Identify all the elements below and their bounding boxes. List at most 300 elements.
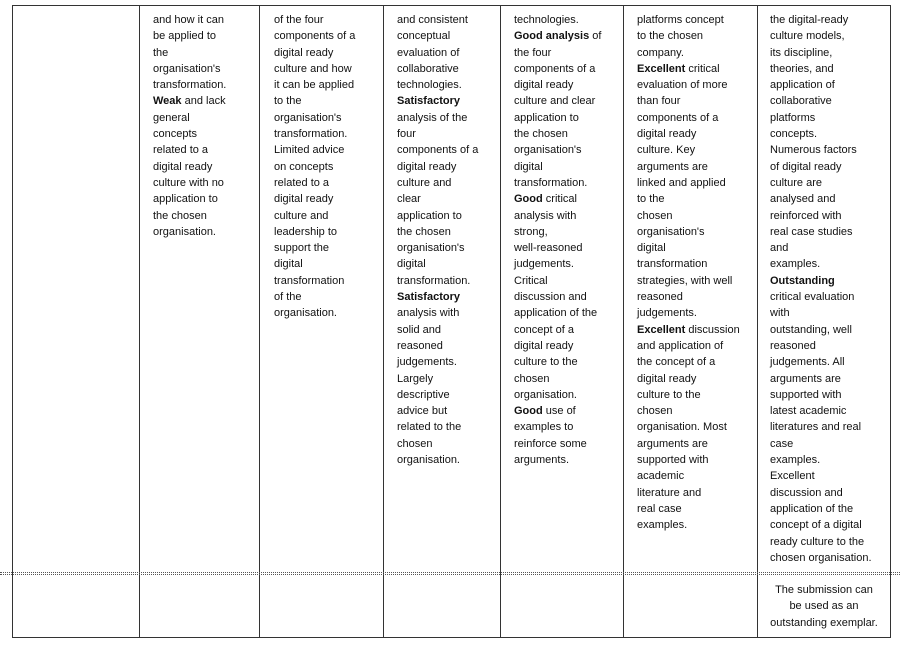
- descriptor-line: [153, 77, 257, 93]
- table-border-left: [12, 5, 13, 638]
- descriptor-line: [770, 517, 889, 533]
- descriptor-line: [397, 354, 499, 370]
- descriptor-text: components of a: [274, 30, 356, 43]
- descriptor-text: reasoned: [397, 339, 443, 352]
- descriptor-line: [397, 273, 499, 289]
- descriptor-text: culture models,: [770, 30, 845, 43]
- descriptor-line: [637, 175, 755, 191]
- descriptor-line: [274, 273, 382, 289]
- descriptor-line: [514, 191, 622, 207]
- descriptor-line: [770, 45, 889, 61]
- descriptor-line: [637, 485, 755, 501]
- descriptor-text: culture to the: [637, 388, 701, 401]
- descriptor-text: application to: [397, 209, 462, 222]
- descriptor-line: [770, 436, 889, 452]
- descriptor-line: [770, 550, 889, 566]
- descriptor-text: transformation.: [514, 176, 588, 189]
- descriptor-line: [770, 61, 889, 77]
- descriptor-text: examples.: [770, 258, 821, 271]
- descriptor-line: [770, 338, 889, 354]
- descriptor-line: [397, 191, 499, 207]
- descriptor-text: discussion and: [514, 291, 587, 304]
- descriptor-text: of the four: [274, 14, 324, 26]
- descriptor-text: arguments are: [770, 372, 841, 385]
- descriptor-line: [274, 256, 382, 272]
- descriptor-text: concept of a digital: [770, 519, 862, 532]
- descriptor-text: reinforced with: [770, 209, 842, 222]
- descriptor-text: Largely: [397, 372, 434, 385]
- descriptor-line: [514, 77, 622, 93]
- descriptor-line: [397, 45, 499, 61]
- descriptor-text: reasoned: [770, 339, 816, 352]
- descriptor-text: platforms concept: [637, 14, 724, 26]
- descriptor-text: latest academic: [770, 405, 847, 418]
- descriptor-line: [153, 142, 257, 158]
- descriptor-text: case: [770, 437, 794, 450]
- descriptor-text: analysed and: [770, 193, 836, 206]
- descriptor-text: organisation.: [514, 388, 577, 401]
- descriptor-text: it can be applied: [274, 79, 355, 92]
- descriptor-line: [397, 322, 499, 338]
- descriptor-line: [514, 240, 622, 256]
- descriptor-text: examples.: [637, 519, 688, 532]
- descriptor-line: [514, 159, 622, 175]
- descriptor-text: transformation.: [397, 274, 471, 287]
- descriptor-line: [637, 191, 755, 207]
- descriptor-text: to the: [274, 95, 302, 108]
- descriptor-text: organisation.: [274, 307, 337, 320]
- descriptor-line: [770, 289, 889, 305]
- descriptor-line: [153, 28, 257, 44]
- descriptor-text: strategies, with well: [637, 274, 733, 287]
- descriptor-line: [637, 468, 755, 484]
- descriptor-line: [153, 93, 257, 109]
- descriptor-line: [770, 534, 889, 550]
- descriptor-text: digital ready: [637, 128, 697, 141]
- descriptor-text: digital ready: [153, 160, 213, 173]
- descriptor-text: collaborative: [770, 95, 832, 108]
- footer-note-line: be used as an: [789, 600, 859, 613]
- descriptor-text: examples to: [514, 421, 574, 434]
- descriptor-text: platforms: [770, 111, 816, 124]
- descriptor-text: the digital-ready: [770, 14, 849, 26]
- descriptor-line: [514, 452, 622, 468]
- descriptor-text: the: [153, 46, 169, 59]
- descriptor-text: support the: [274, 242, 330, 255]
- descriptor-line: [274, 28, 382, 44]
- descriptor-line: [637, 159, 755, 175]
- descriptor-line: [153, 45, 257, 61]
- descriptor-line: [274, 110, 382, 126]
- descriptor-line: [514, 403, 622, 419]
- descriptor-text: chosen: [637, 405, 673, 418]
- descriptor-line: [637, 403, 755, 419]
- descriptor-text: strong,: [514, 225, 548, 238]
- descriptor-line: [770, 354, 889, 370]
- descriptor-text: digital ready: [397, 160, 457, 173]
- descriptor-text: organisation. Most: [637, 421, 727, 434]
- descriptor-cell-merit: [397, 12, 499, 468]
- descriptor-line: [274, 45, 382, 61]
- descriptor-text: concepts: [153, 128, 198, 141]
- descriptor-text: culture and clear: [514, 95, 596, 108]
- descriptor-line: [637, 77, 755, 93]
- descriptor-text: discussion and: [770, 486, 843, 499]
- descriptor-text: organisation.: [397, 454, 460, 467]
- column-divider: [623, 5, 624, 638]
- descriptor-line: [514, 224, 622, 240]
- descriptor-text: collaborative: [397, 62, 459, 75]
- descriptor-text: digital ready: [274, 193, 334, 206]
- descriptor-line: [637, 289, 755, 305]
- descriptor-emphasis: Satisfactory: [397, 291, 460, 304]
- descriptor-text: the chosen: [153, 209, 207, 222]
- descriptor-text: evaluation of more: [637, 79, 728, 92]
- descriptor-line: [514, 28, 622, 44]
- descriptor-text: culture are: [770, 176, 822, 189]
- table-border-top: [12, 5, 891, 6]
- descriptor-cell-high-distinction: [637, 12, 755, 534]
- descriptor-text: literatures and real: [770, 421, 862, 434]
- descriptor-emphasis: Weak: [153, 95, 182, 108]
- descriptor-line: [770, 12, 889, 28]
- descriptor-line: [274, 191, 382, 207]
- descriptor-text: Numerous factors: [770, 144, 857, 157]
- descriptor-line: [770, 142, 889, 158]
- descriptor-text: judgements.: [637, 307, 697, 320]
- descriptor-text: and consistent: [397, 14, 468, 26]
- descriptor-text: application of: [770, 79, 835, 92]
- descriptor-text: reinforce some: [514, 437, 587, 450]
- descriptor-line: [397, 436, 499, 452]
- descriptor-line: [770, 110, 889, 126]
- descriptor-text: application of the: [770, 502, 854, 515]
- descriptor-line: [637, 354, 755, 370]
- descriptor-text: application of the: [514, 307, 598, 320]
- descriptor-text: organisation's: [397, 242, 465, 255]
- descriptor-text: culture. Key: [637, 144, 696, 157]
- descriptor-emphasis: Good: [514, 193, 543, 206]
- descriptor-line: [397, 93, 499, 109]
- descriptor-text: transformation.: [274, 128, 348, 141]
- descriptor-line: [770, 468, 889, 484]
- descriptor-text: examples.: [770, 454, 821, 467]
- descriptor-text: organisation's: [514, 144, 582, 157]
- descriptor-text: transformation: [274, 274, 345, 287]
- descriptor-line: [397, 403, 499, 419]
- footer-note-line: The submission can: [775, 584, 873, 596]
- descriptor-text: its discipline,: [770, 46, 833, 59]
- descriptor-text: of: [589, 30, 602, 43]
- descriptor-text: to the: [637, 193, 665, 206]
- descriptor-line: [274, 77, 382, 93]
- descriptor-emphasis: Good: [514, 405, 543, 418]
- descriptor-line: [637, 387, 755, 403]
- descriptor-line: [770, 322, 889, 338]
- descriptor-line: [153, 110, 257, 126]
- descriptor-line: [770, 126, 889, 142]
- descriptor-line: [153, 61, 257, 77]
- footer-cell-outstanding: [760, 582, 888, 631]
- descriptor-line: [153, 175, 257, 191]
- descriptor-line: [637, 305, 755, 321]
- descriptor-line: [637, 45, 755, 61]
- descriptor-text: related to the: [397, 421, 462, 434]
- descriptor-text: digital ready: [274, 46, 334, 59]
- descriptor-line: [770, 305, 889, 321]
- descriptor-line: [153, 191, 257, 207]
- descriptor-line: [770, 93, 889, 109]
- descriptor-line: [397, 419, 499, 435]
- descriptor-line: [274, 289, 382, 305]
- descriptor-text: application to: [153, 193, 218, 206]
- descriptor-text: academic: [637, 470, 685, 483]
- descriptor-line: [637, 338, 755, 354]
- descriptor-text: the chosen: [514, 128, 568, 141]
- footer-note-line: outstanding exemplar.: [770, 616, 878, 629]
- descriptor-line: [770, 208, 889, 224]
- descriptor-line: [514, 387, 622, 403]
- descriptor-line: [274, 93, 382, 109]
- descriptor-text: of the: [274, 291, 302, 304]
- descriptor-cell-outstanding: [770, 12, 889, 566]
- descriptor-text: digital ready: [514, 79, 574, 92]
- descriptor-line: [514, 256, 622, 272]
- descriptor-text: digital: [514, 160, 543, 173]
- descriptor-text: culture to the: [514, 356, 578, 369]
- descriptor-text: company.: [637, 46, 684, 59]
- descriptor-line: [637, 28, 755, 44]
- descriptor-line: [770, 419, 889, 435]
- descriptor-text: arguments are: [637, 437, 708, 450]
- descriptor-line: [514, 93, 622, 109]
- descriptor-text: and application of: [637, 339, 724, 352]
- descriptor-line: [514, 175, 622, 191]
- descriptor-line: [514, 371, 622, 387]
- descriptor-line: [514, 273, 622, 289]
- descriptor-line: [637, 224, 755, 240]
- descriptor-line: [514, 354, 622, 370]
- descriptor-text: digital: [397, 258, 426, 271]
- column-divider: [139, 5, 140, 638]
- descriptor-line: [637, 371, 755, 387]
- descriptor-line: [397, 12, 499, 28]
- descriptor-text: conceptual: [397, 30, 451, 43]
- descriptor-line: [397, 256, 499, 272]
- descriptor-text: chosen organisation.: [770, 551, 872, 564]
- descriptor-line: [274, 240, 382, 256]
- descriptor-line: [637, 93, 755, 109]
- descriptor-line: [637, 322, 755, 338]
- descriptor-text: transformation.: [153, 79, 227, 92]
- descriptor-line: [274, 159, 382, 175]
- descriptor-line: [153, 12, 257, 28]
- descriptor-line: [637, 501, 755, 517]
- descriptor-line: [397, 77, 499, 93]
- descriptor-line: [637, 273, 755, 289]
- descriptor-text: arguments.: [514, 454, 570, 467]
- descriptor-text: supported with: [770, 388, 842, 401]
- descriptor-line: [637, 110, 755, 126]
- descriptor-line: [770, 256, 889, 272]
- descriptor-text: application to: [514, 111, 579, 124]
- descriptor-line: [514, 142, 622, 158]
- descriptor-cell-fail: [153, 12, 257, 240]
- descriptor-line: [397, 28, 499, 44]
- descriptor-text: critical: [542, 193, 577, 206]
- descriptor-text: critical: [685, 62, 720, 75]
- descriptor-text: be applied to: [153, 30, 216, 43]
- descriptor-text: the chosen: [397, 225, 451, 238]
- descriptor-text: discussion: [685, 323, 740, 336]
- descriptor-line: [397, 110, 499, 126]
- descriptor-line: [514, 338, 622, 354]
- descriptor-text: culture and how: [274, 62, 352, 75]
- descriptor-text: technologies.: [514, 14, 579, 26]
- descriptor-line: [274, 305, 382, 321]
- descriptor-line: [637, 452, 755, 468]
- descriptor-line: [514, 12, 622, 28]
- descriptor-text: components of a: [397, 144, 479, 157]
- descriptor-line: [770, 159, 889, 175]
- descriptor-line: [637, 419, 755, 435]
- descriptor-text: use of: [542, 405, 576, 418]
- descriptor-cell-pass: [274, 12, 382, 322]
- descriptor-text: chosen: [637, 209, 673, 222]
- descriptor-line: [274, 208, 382, 224]
- column-divider: [259, 5, 260, 638]
- descriptor-line: [770, 485, 889, 501]
- descriptor-line: [514, 61, 622, 77]
- descriptor-line: [397, 142, 499, 158]
- descriptor-line: [397, 175, 499, 191]
- descriptor-text: linked and applied: [637, 176, 726, 189]
- descriptor-text: concepts.: [770, 128, 818, 141]
- descriptor-text: real case: [637, 502, 682, 515]
- descriptor-text: arguments are: [637, 160, 708, 173]
- descriptor-text: the four: [514, 46, 552, 59]
- descriptor-text: evaluation of: [397, 46, 460, 59]
- descriptor-line: [274, 12, 382, 28]
- descriptor-text: culture with no: [153, 176, 224, 189]
- descriptor-line: [514, 436, 622, 452]
- descriptor-text: ready culture to the: [770, 535, 865, 548]
- descriptor-line: [397, 240, 499, 256]
- descriptor-line: [397, 224, 499, 240]
- descriptor-text: culture and: [397, 176, 452, 189]
- descriptor-line: [770, 403, 889, 419]
- descriptor-line: [274, 142, 382, 158]
- descriptor-text: Limited advice: [274, 144, 345, 157]
- descriptor-text: culture and: [274, 209, 329, 222]
- descriptor-line: [637, 142, 755, 158]
- descriptor-line: [397, 305, 499, 321]
- descriptor-text: digital ready: [637, 372, 697, 385]
- descriptor-line: [397, 126, 499, 142]
- descriptor-line: [397, 452, 499, 468]
- table-border-bottom: [12, 637, 891, 638]
- descriptor-text: on concepts: [274, 160, 334, 173]
- descriptor-line: [770, 191, 889, 207]
- descriptor-text: digital: [637, 242, 666, 255]
- descriptor-emphasis: Outstanding: [770, 274, 835, 287]
- descriptor-line: [770, 452, 889, 468]
- descriptor-line: [637, 12, 755, 28]
- descriptor-line: [637, 517, 755, 533]
- descriptor-line: [514, 289, 622, 305]
- descriptor-line: [637, 436, 755, 452]
- descriptor-text: technologies.: [397, 79, 462, 92]
- column-divider: [757, 5, 758, 638]
- descriptor-text: of digital ready: [770, 160, 842, 173]
- descriptor-line: [637, 61, 755, 77]
- descriptor-line: [514, 419, 622, 435]
- descriptor-line: [397, 289, 499, 305]
- descriptor-text: judgements. All: [770, 356, 845, 369]
- descriptor-text: general: [153, 111, 190, 124]
- descriptor-text: and how it can: [153, 14, 224, 26]
- column-divider: [500, 5, 501, 638]
- descriptor-text: chosen: [514, 372, 550, 385]
- descriptor-text: judgements.: [514, 258, 574, 271]
- descriptor-text: organisation's: [153, 62, 221, 75]
- descriptor-text: leadership to: [274, 225, 337, 238]
- descriptor-text: related to a: [153, 144, 209, 157]
- descriptor-line: [770, 371, 889, 387]
- descriptor-line: [770, 175, 889, 191]
- descriptor-text: related to a: [274, 176, 330, 189]
- descriptor-line: [770, 28, 889, 44]
- descriptor-text: organisation's: [637, 225, 705, 238]
- descriptor-line: [637, 240, 755, 256]
- descriptor-text: organisation's: [274, 111, 342, 124]
- descriptor-text: clear: [397, 193, 421, 206]
- descriptor-text: judgements.: [397, 356, 457, 369]
- descriptor-line: [637, 256, 755, 272]
- descriptor-text: transformation: [637, 258, 708, 271]
- descriptor-text: Excellent: [770, 470, 815, 483]
- descriptor-line: [397, 371, 499, 387]
- table-border-right: [890, 5, 891, 638]
- descriptor-text: with: [770, 307, 790, 320]
- descriptor-text: Critical: [514, 274, 548, 287]
- descriptor-text: the concept of a: [637, 356, 716, 369]
- descriptor-text: chosen: [397, 437, 433, 450]
- descriptor-text: literature and: [637, 486, 702, 499]
- descriptor-line: [397, 159, 499, 175]
- descriptor-line: [153, 224, 257, 240]
- descriptor-emphasis: Excellent: [637, 62, 686, 75]
- descriptor-text: than four: [637, 95, 681, 108]
- descriptor-emphasis: Satisfactory: [397, 95, 460, 108]
- descriptor-line: [770, 273, 889, 289]
- descriptor-line: [153, 208, 257, 224]
- descriptor-text: analysis with: [514, 209, 577, 222]
- column-divider: [383, 5, 384, 638]
- descriptor-text: and lack: [181, 95, 226, 108]
- descriptor-text: concept of a: [514, 323, 574, 336]
- descriptor-text: components of a: [637, 111, 719, 124]
- descriptor-text: analysis with: [397, 307, 460, 320]
- descriptor-line: [514, 126, 622, 142]
- descriptor-line: [637, 126, 755, 142]
- descriptor-text: supported with: [637, 454, 709, 467]
- descriptor-text: well-reasoned: [514, 242, 583, 255]
- descriptor-text: digital ready: [514, 339, 574, 352]
- descriptor-text: theories, and: [770, 62, 834, 75]
- descriptor-line: [637, 208, 755, 224]
- descriptor-line: [274, 61, 382, 77]
